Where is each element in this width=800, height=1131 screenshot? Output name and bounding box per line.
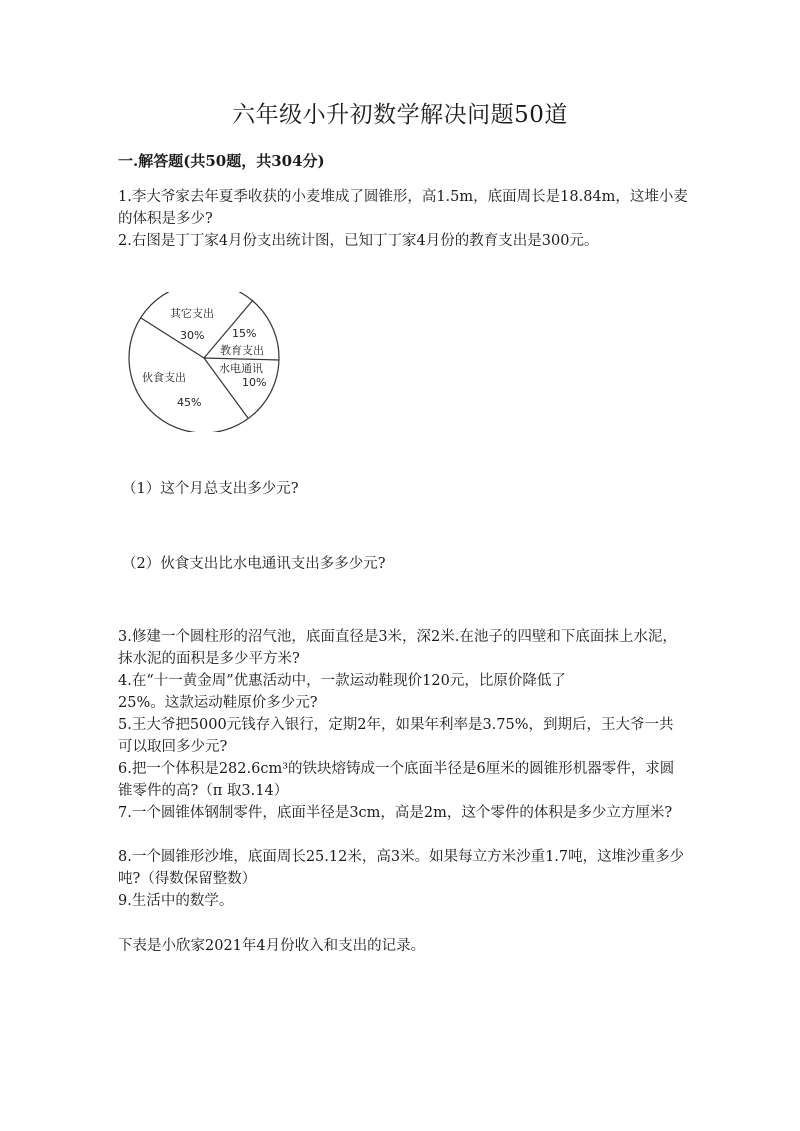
- question-7: 7.一个圆锥体钢制零件，底面半径是3cm，高是2m，这个零件的体积是多少立方厘米?: [118, 805, 673, 821]
- page-title: 六年级小升初数学解决问题50道: [232, 102, 568, 128]
- slice-label-utilities: 水电通讯: [219, 362, 263, 375]
- question-4-continued: 25%。这款运动鞋原价多少元?: [118, 695, 318, 711]
- slice-value-food: 45%: [177, 396, 202, 409]
- subquestion-2: （2）伙食支出比水电通讯支出多多少元?: [122, 556, 386, 572]
- question-3: 3.修建一个圆柱形的沼气池，底面直径是3米，深2米.在池子的四壁和下底面抹上水泥，抹水泥的面积是多少平方米?: [118, 629, 677, 667]
- section-heading: 一.解答题(共50题，共304分): [118, 152, 325, 170]
- question-8: 8.一个圆锥形沙堆，底面周长25.12米，高3米。如果每立方米沙重1.7吨，这堆沙重多少吨?（得数保留整数）: [118, 849, 685, 887]
- slice-label-other: 其它支出: [170, 307, 214, 320]
- pie-slice-divider: [204, 358, 279, 360]
- question-5: 5.王大爷把5000元钱存入银行，定期2年，如果年利率是3.75%，到期后，王大爷一共可以取回多少元?: [118, 717, 674, 755]
- slice-label-food: 伙食支出: [142, 371, 186, 384]
- question-2: 2.右图是丁丁家4月份支出统计图，已知丁丁家4月份的教育支出是300元。: [118, 233, 599, 249]
- table-intro-note: 下表是小欣家2021年4月份收入和支出的记录。: [118, 938, 426, 954]
- question-4: 4.在“十一黄金周”优惠活动中，一款运动鞋现价120元，比原价降低了: [118, 673, 566, 689]
- slice-value-other: 30%: [180, 329, 205, 342]
- question-6: 6.把一个体积是282.6cm³的铁块熔铸成一个底面半径是6厘米的圆锥形机器零件，求圆锥零件的高?（π 取3.14）: [118, 761, 675, 799]
- question-9: 9.生活中的数学。: [118, 893, 234, 909]
- subquestion-1: （1）这个月总支出多少元?: [122, 481, 299, 497]
- slice-value-utilities: 10%: [242, 376, 267, 389]
- expense-pie-chart: [120, 292, 290, 432]
- slice-label-education: 教育支出: [220, 344, 264, 357]
- question-1: 1.李大爷家去年夏季收获的小麦堆成了圆锥形，高1.5m，底面周长是18.84m，这堆小麦的体积是多少?: [118, 189, 688, 227]
- slice-value-education: 15%: [232, 327, 257, 340]
